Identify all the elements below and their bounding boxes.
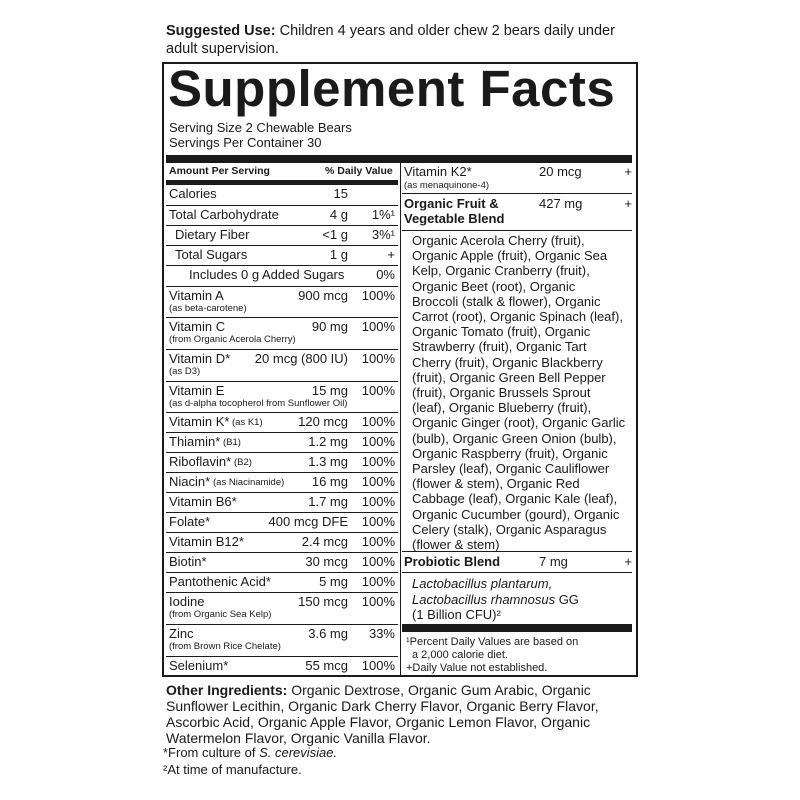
nutrient-name: Riboflavin* (169, 454, 232, 469)
probiotic-dv: + (624, 554, 632, 569)
blend-ingredient-line: Kelp, Organic Cranberry (fruit), (412, 263, 590, 279)
nutrient-daily-value: 100% (361, 594, 395, 609)
header-daily-value: % Daily Value (325, 165, 393, 177)
nutrient-amount: 1 g (329, 247, 348, 262)
vitamin-k2-dv: + (624, 164, 632, 179)
nutrient-row (166, 656, 398, 677)
blend-ingredient-line: Cherry (fruit), Organic Blackberry (412, 354, 603, 370)
nutrient-row (166, 245, 398, 266)
nutrient-row (166, 349, 398, 382)
fruit-blend-name-line1: Organic Fruit & (404, 196, 499, 211)
blend-ingredient-line: Carrot (root), Organic Spinach (leaf), (412, 309, 623, 325)
nutrient-amount: 55 mcg (305, 658, 348, 673)
nutrient-name: Thiamin* (169, 434, 221, 449)
nutrient-name: Vitamin C (169, 319, 226, 334)
nutrient-amount: 150 mcg (298, 594, 348, 609)
nutrient-daily-value: 100% (361, 494, 395, 509)
fruit-blend-ingredients (412, 233, 630, 552)
blend-ingredient-line: Organic Raspberry (fruit), Organic (412, 445, 608, 461)
nutrient-amount: 90 mg (311, 319, 348, 334)
blend-ingredient-line: (leaf), Organic Blueberry (fruit), (412, 400, 592, 416)
nutrient-source: (as d-alpha tocopherol from Sunflower Oil) (169, 398, 348, 409)
nutrient-name: Vitamin A (169, 288, 224, 303)
nutrient-daily-value: 100% (361, 554, 395, 569)
nutrient-amount: 5 mg (319, 574, 348, 589)
fruit-blend-dv: + (624, 196, 632, 211)
nutrient-row (166, 185, 398, 205)
row-divider (402, 551, 632, 552)
nutrient-source: (from Organic Acerola Cherry) (169, 334, 296, 345)
nutrient-name-note: (B2) (234, 457, 252, 468)
nutrient-row (166, 452, 398, 473)
probiotic-strains (412, 576, 630, 623)
vitamin-k2-sub: (as menaquinone-4) (404, 180, 490, 191)
nutrient-row (166, 317, 398, 350)
nutrient-name-note: (as Niacinamide) (213, 477, 285, 488)
other-ingredients-label: Other Ingredients: (166, 682, 288, 698)
suggested-use (166, 22, 636, 58)
nutrient-row (166, 592, 398, 625)
nutrient-row (166, 412, 398, 433)
footnote-culture-prefix: *From culture of (163, 745, 260, 760)
nutrient-daily-value: 100% (361, 658, 395, 673)
nutrient-row (166, 624, 398, 657)
nutrient-row (166, 205, 398, 226)
nutrient-row (166, 492, 398, 513)
header-amount: Amount Per Serving (169, 165, 270, 177)
nutrient-daily-value: 100% (361, 414, 395, 429)
nutrient-row (166, 472, 398, 493)
nutrient-amount: 15 mg (311, 383, 348, 398)
nutrient-daily-value: 100% (361, 514, 395, 529)
nutrient-source: (from Brown Rice Chelate) (169, 641, 281, 652)
nutrient-row (166, 381, 398, 413)
probiotic-amount: 7 mg (539, 554, 568, 569)
nutrient-source: (as beta-carotene) (169, 303, 247, 314)
nutrient-name: Vitamin B6* (169, 494, 237, 509)
nutrient-daily-value: 100% (361, 574, 395, 589)
row-divider (402, 230, 632, 231)
fruit-blend-name-line2: Vegetable Blend (404, 211, 505, 226)
suggested-use-text: Children 4 years and older chew 2 bears daily under adult supervision. (166, 23, 615, 57)
nutrient-daily-value: 100% (361, 454, 395, 469)
note-percent-dv: ¹Percent Daily Values are based on (406, 636, 579, 648)
nutrient-daily-value: 100% (361, 351, 395, 366)
nutrient-daily-value: 100% (361, 434, 395, 449)
nutrient-amount: 1.3 mg (308, 454, 348, 469)
panel-notes (406, 636, 632, 675)
nutrient-daily-value: 100% (361, 534, 395, 549)
probiotic-name: Probiotic Blend (404, 554, 501, 569)
nutrient-name: Calories (169, 186, 217, 201)
nutrient-daily-value: 3%¹ (371, 227, 395, 242)
nutrient-daily-value: 100% (361, 383, 395, 398)
blend-ingredient-line: Organic Ginger (root), Organic Garlic (412, 415, 626, 431)
nutrient-amount: 15 (333, 186, 348, 201)
fruit-blend-amount: 427 mg (539, 196, 583, 211)
nutrient-name: Includes 0 g Added Sugars (189, 267, 345, 282)
nutrient-name: Dietary Fiber (175, 227, 250, 242)
blend-ingredient-line: Cabbage (leaf), Organic Kale (leaf), (412, 491, 618, 507)
nutrient-amount: 30 mcg (305, 554, 348, 569)
probiotic-strain-1: Lactobacillus plantarum, (412, 576, 553, 591)
nutrient-name: Pantothenic Acid* (169, 574, 271, 589)
blend-ingredient-line: Organic Beet (root), Organic (412, 278, 576, 294)
nutrient-amount: 4 g (329, 207, 348, 222)
blend-ingredient-line: (fruit), Organic Green Bell Pepper (412, 369, 606, 385)
blend-ingredient-line: Broccoli (stalk & flower), Organic (412, 293, 601, 309)
footnote-culture-species: S. cerevisiae. (259, 745, 338, 760)
nutrient-name: Vitamin D* (169, 351, 231, 366)
blend-ingredient-line: Strawberry (fruit), Organic Tart (412, 339, 587, 355)
footnote-culture (163, 745, 337, 760)
nutrient-amount: 2.4 mcg (301, 534, 348, 549)
blend-ingredient-line: Parsley (leaf), Organic Cauliflower (412, 461, 610, 477)
nutrient-row (166, 432, 398, 453)
nutrient-daily-value: 100% (361, 288, 395, 303)
nutrient-amount: 1.7 mg (308, 494, 348, 509)
nutrient-name: Selenium* (169, 658, 229, 673)
blend-ingredient-line: (flower & stem), Organic Red (412, 476, 580, 492)
nutrient-row (166, 286, 398, 318)
vitamin-k2-amount: 20 mcg (539, 164, 582, 179)
nutrient-name-note: (B1) (223, 437, 241, 448)
blend-ingredient-line: (fruit), Organic Brussels Sprout (412, 385, 591, 401)
nutrient-daily-value: 100% (361, 474, 395, 489)
servings-per-container: Servings Per Container 30 (169, 135, 322, 150)
nutrient-name: Iodine (169, 594, 205, 609)
thick-divider-top (166, 155, 632, 163)
nutrient-amount: 16 mg (311, 474, 348, 489)
thick-divider-right (402, 624, 632, 632)
blend-ingredient-line: Celery (stalk), Organic Asparagus (412, 521, 607, 537)
nutrient-name: Zinc (169, 626, 194, 641)
serving-size: Serving Size 2 Chewable Bears (169, 120, 352, 135)
probiotic-strain-2-suffix: GG (555, 591, 579, 607)
probiotic-strain-2: Lactobacillus rhamnosus (412, 591, 556, 607)
blend-ingredient-line: Organic Apple (fruit), Organic Sea (412, 248, 608, 264)
nutrient-amount: 900 mcg (298, 288, 348, 303)
nutrient-amount: 400 mcg DFE (268, 514, 348, 529)
nutrient-name: Vitamin E (169, 383, 225, 398)
note-calorie-diet: a 2,000 calorie diet. (412, 649, 509, 661)
blend-ingredient-line: (flower & stem) (412, 537, 500, 553)
nutrient-daily-value: 100% (361, 319, 395, 334)
nutrient-name: Total Sugars (175, 247, 248, 262)
suggested-use-label: Suggested Use: (166, 23, 276, 39)
nutrient-row (166, 265, 398, 287)
blend-ingredient-line: Organic Acerola Cherry (fruit), (412, 233, 585, 248)
nutrient-row (166, 552, 398, 573)
nutrient-daily-value: 0% (376, 267, 395, 282)
other-ingredients (166, 682, 636, 746)
nutrient-row (166, 512, 398, 533)
nutrient-daily-value: 1%¹ (371, 207, 395, 222)
note-dv-not-established: +Daily Value not established. (406, 662, 548, 674)
nutrient-row (166, 225, 398, 246)
fruit-blend-name (404, 196, 504, 226)
nutrient-source: (as D3) (169, 366, 201, 377)
nutrient-row (166, 532, 398, 553)
nutrient-daily-value: 33% (368, 626, 395, 641)
column-divider (400, 163, 401, 677)
nutrient-source: (from Organic Sea Kelp) (169, 609, 272, 620)
nutrient-name: Total Carbohydrate (169, 207, 279, 222)
nutrient-amount: 20 mcg (800 IU) (254, 351, 348, 366)
nutrient-amount: 3.6 mg (308, 626, 348, 641)
other-ingredients-text: Organic Dextrose, Organic Gum Arabic, Organic Sunflower Lecithin, Organic Dark Cherry Flavor, Organic Berry Flavor, Ascorbic Acid, Organic Apple Flavor, Organic Lemon Flavor, Organic Watermelon Flavor, Organic Vanilla Flavor. (166, 682, 599, 746)
nutrient-amount: 120 mcg (298, 414, 348, 429)
row-divider (402, 193, 632, 194)
vitamin-k2-name: Vitamin K2* (404, 164, 472, 179)
panel-title: Supplement Facts (168, 60, 616, 117)
nutrient-name: Vitamin K* (169, 414, 230, 429)
nutrient-row (166, 572, 398, 593)
nutrient-daily-value: + (387, 247, 395, 262)
nutrient-amount: 1.2 mg (308, 434, 348, 449)
nutrient-name: Vitamin B12* (169, 534, 244, 549)
nutrient-name-note: (as K1) (232, 417, 263, 428)
blend-ingredient-line: (bulb), Organic Green Onion (bulb), (412, 430, 617, 446)
serving-info (169, 120, 352, 150)
footnote-manufacture: ²At time of manufacture. (163, 762, 302, 777)
nutrient-name: Folate* (169, 514, 211, 529)
nutrient-name: Biotin* (169, 554, 207, 569)
nutrient-amount: <1 g (322, 227, 348, 242)
blend-ingredient-line: Organic Cucumber (gourd), Organic (412, 506, 620, 522)
probiotic-cfu: (1 Billion CFU)² (412, 607, 501, 622)
row-divider (402, 572, 632, 573)
blend-ingredient-line: Organic Tomato (fruit), Organic (412, 324, 591, 340)
nutrient-name: Niacin* (169, 474, 211, 489)
